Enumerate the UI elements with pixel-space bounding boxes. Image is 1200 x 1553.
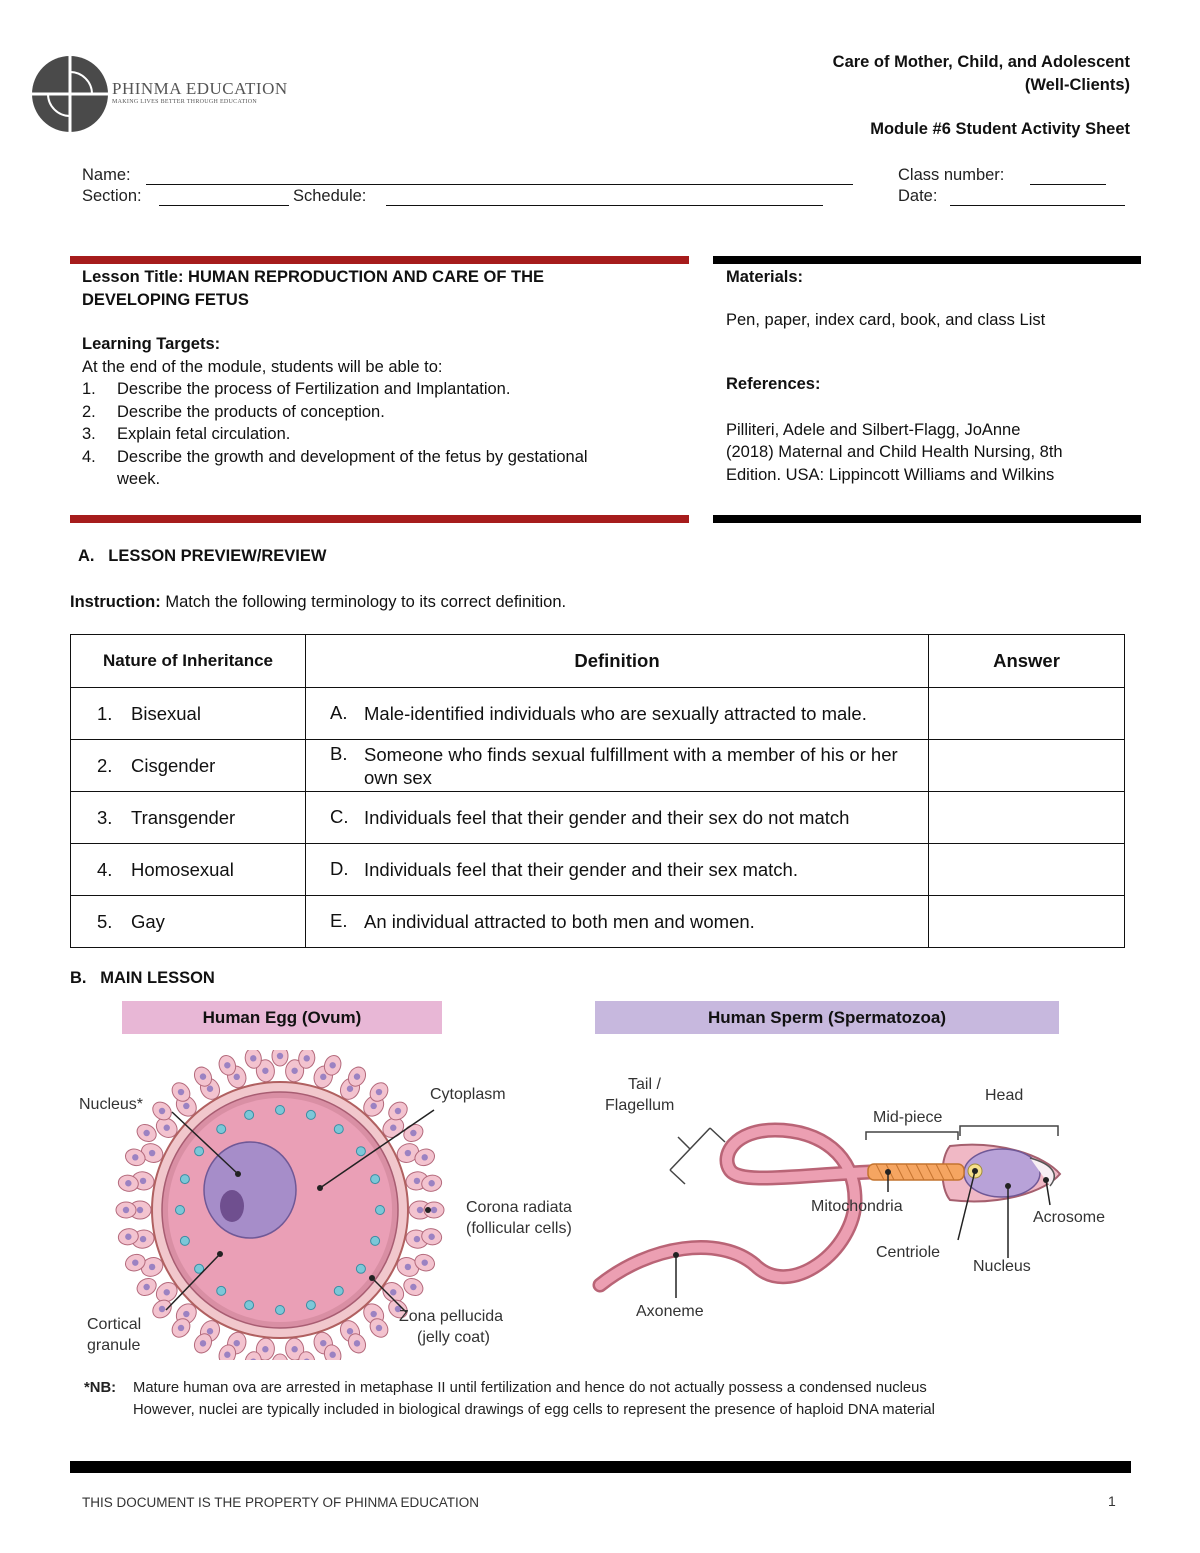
- logo-name: PHINMA EDUCATION: [112, 79, 288, 98]
- header-definition: Definition: [306, 635, 929, 688]
- label-zona-1: Zona pellucida: [399, 1308, 504, 1325]
- corona-cell-nucleus: [143, 1130, 149, 1136]
- label-centriole: Centriole: [876, 1244, 941, 1261]
- corona-cell-nucleus: [224, 1352, 230, 1358]
- target-item: 2. Describe the products of conception.: [82, 402, 385, 421]
- header-nature: Nature of Inheritance: [71, 635, 306, 688]
- lesson-title-line1: Lesson Title: HUMAN REPRODUCTION AND CARE OF THE: [82, 268, 545, 286]
- lesson-title-line2: DEVELOPING FETUS: [82, 290, 249, 309]
- label-axoneme: Axoneme: [636, 1303, 704, 1320]
- corona-cell-nucleus: [390, 1125, 396, 1131]
- corona-cell-nucleus: [304, 1055, 310, 1061]
- corona-cell-nucleus: [143, 1284, 149, 1290]
- cortical-granule: [276, 1306, 285, 1315]
- corona-cell-nucleus: [347, 1086, 353, 1092]
- corona-cell-nucleus: [224, 1062, 230, 1068]
- corona-cell-nucleus: [376, 1089, 382, 1095]
- nb-line-1: Mature human ova are arrested in metaphase II until fertilization and hence do not actually possess a condensed nucleus: [133, 1380, 927, 1396]
- corona-cell-nucleus: [164, 1289, 170, 1295]
- corona-cell-nucleus: [291, 1068, 297, 1074]
- corona-cell-nucleus: [123, 1207, 129, 1213]
- corona-cell-nucleus: [410, 1284, 416, 1290]
- answer-cell[interactable]: [929, 896, 1125, 948]
- corona-cell-nucleus: [159, 1108, 165, 1114]
- corona-cell-nucleus: [140, 1236, 146, 1242]
- corona-cell-nucleus: [125, 1234, 131, 1240]
- cortical-granule: [334, 1125, 343, 1134]
- cortical-granule: [180, 1236, 189, 1245]
- table-row: 3. Transgender C. Individuals feel that their gender and their sex do not match: [71, 792, 1125, 844]
- label-mitochondria: Mitochondria: [811, 1198, 903, 1215]
- corona-cell-nucleus: [200, 1073, 206, 1079]
- corona-cell-nucleus: [207, 1086, 213, 1092]
- target-item: 1. Describe the process of Fertilization and Implantation.: [82, 380, 511, 398]
- cortical-granule: [356, 1264, 365, 1273]
- logo-tagline: MAKING LIVES BETTER THROUGH EDUCATION: [112, 99, 257, 105]
- corona-cell-nucleus: [422, 1259, 428, 1265]
- footer-bar: [70, 1461, 1131, 1473]
- materials-heading: Materials:: [726, 268, 804, 286]
- cortical-granule: [217, 1286, 226, 1295]
- cortical-granule: [306, 1301, 315, 1310]
- label-egg-nucleus: Nucleus*: [79, 1096, 144, 1113]
- sperm-title: Human Sperm (Spermatozoa): [595, 1001, 1059, 1034]
- label-head: Head: [985, 1087, 1024, 1104]
- name-field[interactable]: [146, 184, 853, 185]
- lesson-bottom-bar: [70, 515, 689, 523]
- schedule-label: Schedule:: [293, 187, 367, 205]
- corona-cell-nucleus: [207, 1328, 213, 1334]
- reference-line: Pilliteri, Adele and Silbert-Flagg, JoAnne: [726, 420, 1021, 439]
- corona-cell-nucleus: [428, 1234, 434, 1240]
- corona-cell-nucleus: [262, 1346, 268, 1352]
- corona-cell-nucleus: [234, 1340, 240, 1346]
- target-item: 4. Describe the growth and development of the fetus by gestational: [82, 447, 588, 466]
- lesson-box: [82, 266, 682, 491]
- course-title-line2: (Well-Clients): [1024, 76, 1130, 94]
- cortical-granule: [176, 1206, 185, 1215]
- footer-text: THIS DOCUMENT IS THE PROPERTY OF PHINMA EDUCATION: [82, 1495, 480, 1510]
- section-label: Section:: [82, 187, 142, 205]
- label-cytoplasm: Cytoplasm: [430, 1086, 506, 1103]
- corona-cell-nucleus: [417, 1207, 423, 1213]
- target-item-cont: week.: [117, 470, 161, 488]
- corona-cell-nucleus: [329, 1062, 335, 1068]
- table-row: 5. Gay E. An individual attracted to both men and women.: [71, 896, 1125, 948]
- reference-line: (2018) Maternal and Child Health Nursing, 8th: [726, 443, 1063, 461]
- answer-cell[interactable]: [929, 740, 1125, 792]
- corona-cell-nucleus: [370, 1103, 376, 1109]
- corona-cell-nucleus: [291, 1346, 297, 1352]
- page-number: 1: [1108, 1493, 1116, 1509]
- corona-cell-nucleus: [320, 1074, 326, 1080]
- section-b-heading: B. MAIN LESSON: [70, 969, 215, 987]
- corona-cell-nucleus: [390, 1289, 396, 1295]
- table-row: 2. Cisgender B. Someone who finds sexual fulfillment with a member of his or her own sex: [71, 740, 1125, 792]
- table-header-row: [71, 635, 1125, 688]
- corona-cell-nucleus: [183, 1311, 189, 1317]
- table-row: 1. Bisexual A. Male-identified individuals who are sexually attracted to male.: [71, 688, 1125, 740]
- corona-cell-nucleus: [137, 1207, 143, 1213]
- corona-cell-nucleus: [183, 1103, 189, 1109]
- label-tail-2: Flagellum: [605, 1097, 675, 1114]
- corona-cell-nucleus: [178, 1089, 184, 1095]
- cortical-granule: [245, 1110, 254, 1119]
- corona-cell-nucleus: [277, 1053, 283, 1059]
- answer-cell[interactable]: [929, 688, 1125, 740]
- label-corona-2: (follicular cells): [466, 1220, 572, 1237]
- corona-cell-nucleus: [414, 1236, 420, 1242]
- instruction: Instruction: Match the following terminology to its correct definition.: [70, 593, 567, 611]
- reference-line: Edition. USA: Lippincott Williams and Wilkins: [726, 465, 1055, 484]
- corona-cell-nucleus: [376, 1325, 382, 1331]
- corona-cell-nucleus: [132, 1259, 138, 1265]
- corona-cell-nucleus: [428, 1180, 434, 1186]
- date-label: Date:: [898, 187, 938, 205]
- corona-cell-nucleus: [320, 1340, 326, 1346]
- lesson-top-bar: [70, 256, 689, 264]
- date-field[interactable]: [950, 205, 1125, 206]
- references-heading: References:: [726, 375, 821, 393]
- corona-cell-nucleus: [422, 1154, 428, 1160]
- cortical-granule: [334, 1286, 343, 1295]
- corona-cell-nucleus: [405, 1150, 411, 1156]
- materials-bottom-bar: [713, 515, 1141, 523]
- corona-cell-nucleus: [234, 1074, 240, 1080]
- targets-intro: At the end of the module, students will be able to:: [82, 357, 443, 376]
- materials-box: [726, 266, 1136, 486]
- cortical-granule: [245, 1301, 254, 1310]
- corona-cell-nucleus: [354, 1073, 360, 1079]
- corona-cell-nucleus: [370, 1311, 376, 1317]
- header-answer: Answer: [929, 635, 1125, 688]
- corona-cell-nucleus: [262, 1068, 268, 1074]
- corona-cell-nucleus: [140, 1178, 146, 1184]
- matching-table: [70, 634, 1125, 948]
- cortical-granule: [195, 1147, 204, 1156]
- corona-cell-nucleus: [410, 1130, 416, 1136]
- name-label: Name:: [82, 166, 131, 184]
- label-cortical-1: Cortical: [87, 1316, 142, 1333]
- class-number-field[interactable]: [1030, 184, 1106, 185]
- corona-cell-nucleus: [405, 1264, 411, 1270]
- corona-cell-nucleus: [149, 1264, 155, 1270]
- label-tail-1: Tail /: [628, 1076, 661, 1093]
- class-number-label: Class number:: [898, 166, 1005, 184]
- cortical-granule: [371, 1236, 380, 1245]
- table-row: 4. Homosexual D. Individuals feel that their gender and their sex match.: [71, 844, 1125, 896]
- label-zona-2: (jelly coat): [417, 1329, 490, 1346]
- answer-cell[interactable]: [929, 792, 1125, 844]
- cortical-granule: [180, 1175, 189, 1184]
- corona-cell-nucleus: [329, 1352, 335, 1358]
- corona-cell-nucleus: [347, 1328, 353, 1334]
- corona-cell-nucleus: [250, 1055, 256, 1061]
- label-midpiece: Mid-piece: [873, 1109, 943, 1126]
- corona-cell-nucleus: [159, 1306, 165, 1312]
- nb-label: *NB:: [84, 1380, 117, 1396]
- answer-cell[interactable]: [929, 844, 1125, 896]
- corona-cell-nucleus: [395, 1108, 401, 1114]
- cortical-granule: [276, 1106, 285, 1115]
- cortical-granule: [356, 1147, 365, 1156]
- corona-cell-nucleus: [200, 1340, 206, 1346]
- corona-cell-nucleus: [431, 1207, 437, 1213]
- label-sperm-nucleus: Nucleus: [973, 1258, 1031, 1275]
- cortical-granule: [376, 1206, 385, 1215]
- egg-title: Human Egg (Ovum): [122, 1001, 442, 1034]
- cortical-granule: [371, 1175, 380, 1184]
- materials-text: Pen, paper, index card, book, and class List: [726, 310, 1046, 329]
- corona-cell-nucleus: [354, 1340, 360, 1346]
- corona-cell-nucleus: [164, 1125, 170, 1131]
- schedule-field[interactable]: [386, 205, 823, 206]
- module-title: Module #6 Student Activity Sheet: [870, 120, 1130, 138]
- corona-cell-nucleus: [414, 1178, 420, 1184]
- nb-line-2: However, nuclei are typically included in biological drawings of egg cells to represent the presence of haploid DNA material: [133, 1402, 935, 1418]
- cortical-granule: [217, 1125, 226, 1134]
- logo-icon: [30, 54, 110, 134]
- label-acrosome: Acrosome: [1033, 1209, 1106, 1226]
- label-corona-1: Corona radiata: [466, 1199, 572, 1216]
- corona-cell-nucleus: [125, 1180, 131, 1186]
- materials-top-bar: [713, 256, 1141, 264]
- corona-cell-nucleus: [132, 1154, 138, 1160]
- label-cortical-2: granule: [87, 1337, 141, 1354]
- corona-cell-nucleus: [149, 1150, 155, 1156]
- cortical-granule: [306, 1110, 315, 1119]
- course-title-line1: Care of Mother, Child, and Adolescent: [832, 53, 1130, 71]
- targets-heading: Learning Targets:: [82, 335, 221, 353]
- section-a-heading: A. LESSON PREVIEW/REVIEW: [78, 547, 327, 565]
- target-item: 3. Explain fetal circulation.: [82, 425, 291, 443]
- section-field[interactable]: [159, 205, 289, 206]
- corona-cell: [272, 1354, 288, 1360]
- corona-cell-nucleus: [178, 1325, 184, 1331]
